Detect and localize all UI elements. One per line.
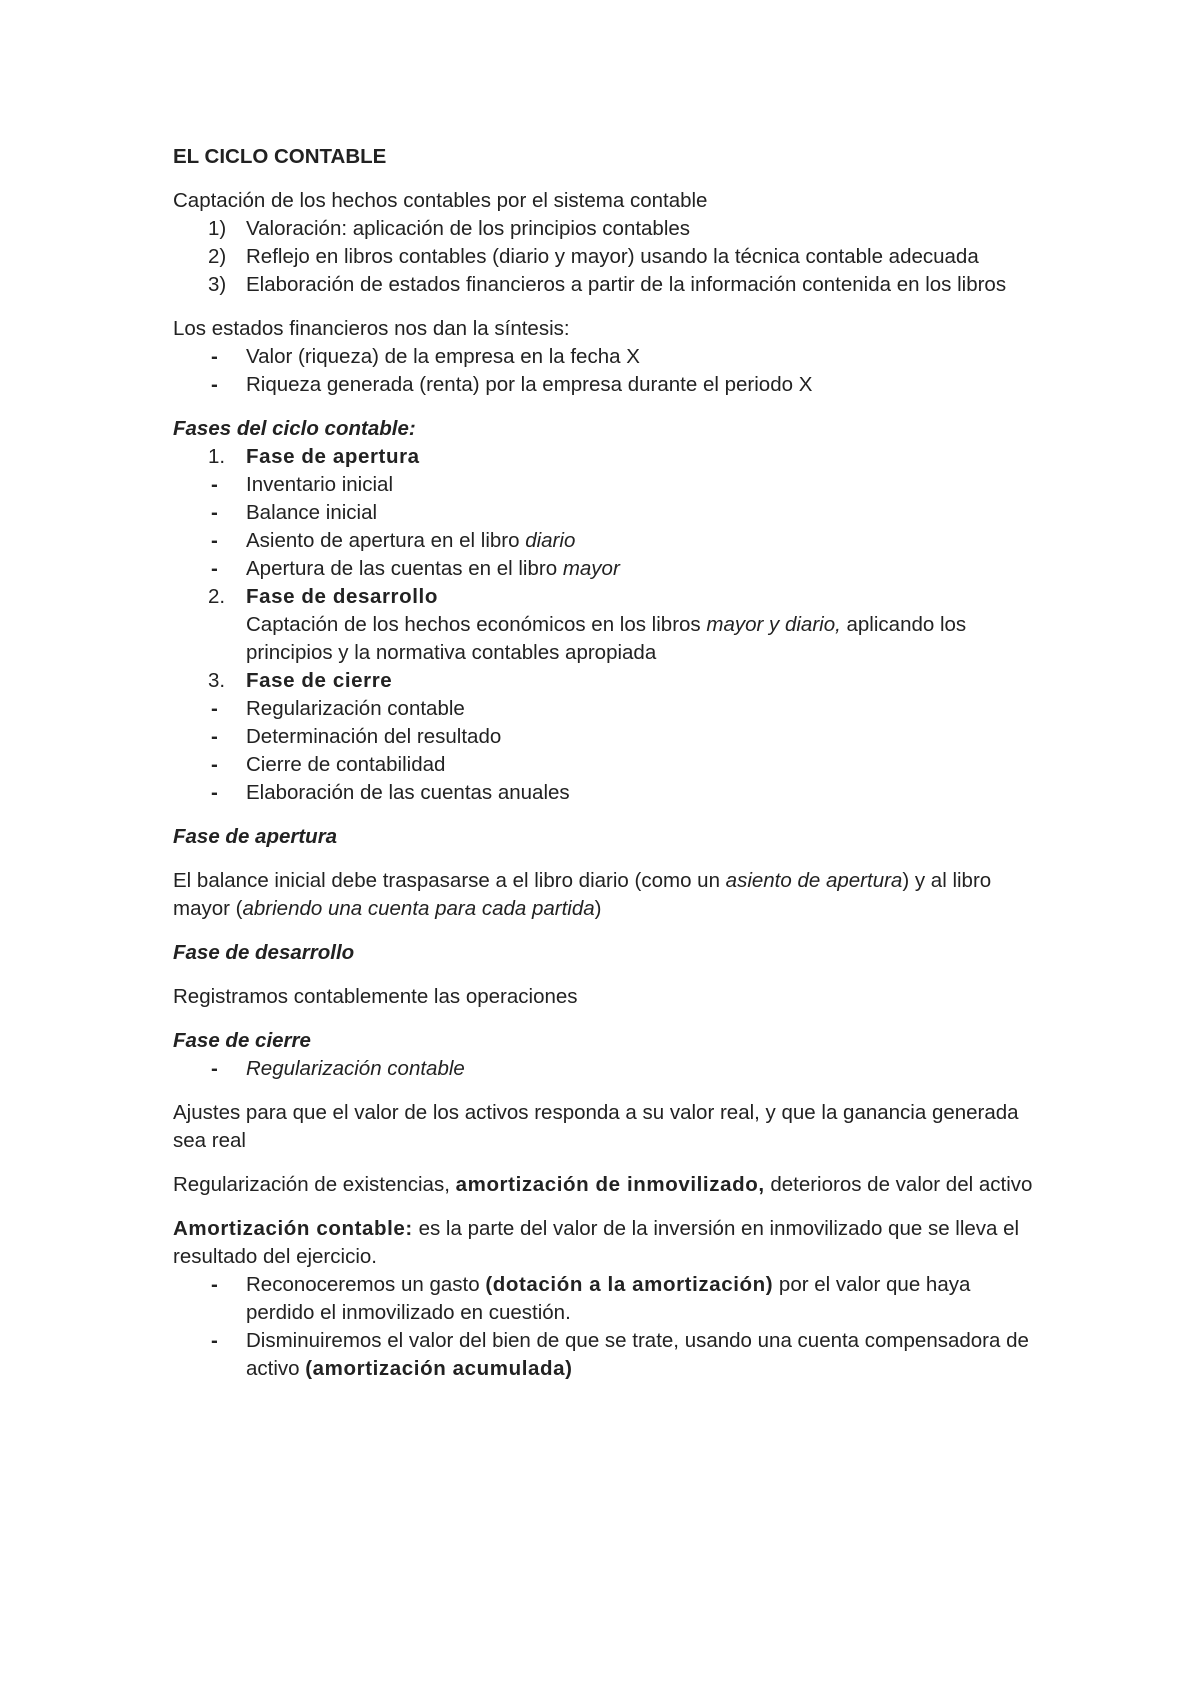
list-item: [173, 527, 1043, 555]
text-run: Reconoceremos un gasto: [246, 1273, 486, 1296]
list-number: 1): [208, 217, 227, 240]
list-item-text: Reflejo en libros contables (diario y mayor) usando la técnica contable adecuada: [246, 245, 979, 268]
phases-heading: Fases del ciclo contable:: [173, 417, 416, 440]
regularizacion-paragraph: [173, 1171, 1043, 1199]
dash-bullet: -: [211, 753, 218, 776]
list-number: 3.: [208, 669, 226, 692]
emphasis-text: mayor y diario,: [706, 613, 841, 636]
list-item-text: Regularización contable: [246, 1057, 465, 1080]
phase-item: [173, 667, 1043, 695]
list-item: [173, 723, 1043, 751]
list-item: [173, 499, 1043, 527]
list-number: 3): [208, 273, 227, 296]
emphasis-text: diario: [525, 529, 576, 552]
section-heading-cierre: Fase de cierre: [173, 1029, 311, 1052]
list-item: [173, 371, 1043, 399]
list-item: [173, 1055, 1043, 1083]
emphasis-text: mayor: [562, 557, 620, 580]
phases-list: [173, 443, 1043, 807]
synthesis-intro: Los estados financieros nos dan la síntesis:: [173, 317, 570, 340]
list-item: [173, 779, 1043, 807]
phase-title: Fase de apertura: [246, 445, 420, 468]
document-title: EL CICLO CONTABLE: [173, 145, 387, 168]
list-item-text: Valoración: aplicación de los principios contables: [246, 217, 691, 240]
ajustes-paragraph: Ajustes para que el valor de los activos responda a su valor real, y que la ganancia generada sea real: [173, 1101, 1019, 1152]
list-item: [173, 471, 1043, 499]
dash-bullet: -: [211, 697, 218, 720]
dash-bullet: -: [211, 501, 218, 524]
list-item-text: Valor (riqueza) de la empresa en la fecha X: [246, 345, 640, 368]
dash-bullet: -: [211, 1057, 218, 1080]
phase-title: Fase de desarrollo: [246, 585, 438, 608]
dash-bullet: -: [211, 557, 218, 580]
intro-text: Captación de los hechos contables por el sistema contable: [173, 189, 708, 212]
emphasis-text: abriendo una cuenta para cada partida: [242, 897, 595, 920]
list-item-text: Determinación del resultado: [246, 725, 502, 748]
bold-text: amortización de inmovilizado,: [455, 1173, 765, 1196]
document-page: [173, 143, 1043, 1383]
phase-description: Captación de los hechos económicos en los libros: [246, 613, 707, 636]
bold-text: (dotación a la amortización): [485, 1273, 774, 1296]
text-run: El balance inicial debe traspasarse a el libro diario (como un: [173, 869, 726, 892]
section-heading-desarrollo: Fase de desarrollo: [173, 941, 355, 964]
cierre-list: [173, 1055, 1043, 1083]
list-item: [173, 751, 1043, 779]
amortizacion-paragraph: [173, 1215, 1043, 1271]
list-item: [173, 343, 1043, 371]
phase-item: [173, 443, 1043, 471]
apertura-paragraph: [173, 867, 1043, 923]
text-run: Disminuiremos el valor del bien de que se trate, usando una cuenta compensadora de activo: [246, 1329, 1029, 1380]
list-item-text: Elaboración de las cuentas anuales: [246, 781, 570, 804]
synthesis-list: [173, 343, 1043, 399]
list-item-text: Cierre de contabilidad: [246, 753, 446, 776]
text-run: ): [594, 897, 602, 920]
list-item-text: Inventario inicial: [246, 473, 393, 496]
dash-bullet: -: [211, 529, 218, 552]
dash-bullet: -: [211, 473, 218, 496]
list-item-text: Apertura de las cuentas en el libro: [246, 557, 563, 580]
list-item: [173, 695, 1043, 723]
list-item-text: Elaboración de estados financieros a partir de la información contenida en los libros: [246, 273, 1007, 296]
dash-bullet: -: [211, 345, 218, 368]
dash-bullet: -: [211, 781, 218, 804]
phase-title: Fase de cierre: [246, 669, 393, 692]
list-item: [173, 1327, 1043, 1383]
text-run: por el valor que haya perdido el inmovilizado en cuestión.: [246, 1273, 971, 1324]
text-run: es la parte del valor de la inversión en inmovilizado que se lleva el resultado del ejercicio.: [173, 1217, 1020, 1268]
text-run: deterioros de valor del activo: [764, 1173, 1033, 1196]
list-item-text: Riqueza generada (renta) por la empresa durante el periodo X: [246, 373, 813, 396]
list-number: 1.: [208, 445, 226, 468]
amortizacion-list: [173, 1271, 1043, 1383]
bold-text: (amortización acumulada): [305, 1357, 573, 1380]
section-heading-apertura: Fase de apertura: [173, 825, 338, 848]
dash-bullet: -: [211, 1273, 218, 1296]
phase-item: [173, 583, 1043, 667]
desarrollo-paragraph: Registramos contablemente las operaciones: [173, 985, 578, 1008]
list-item: [173, 215, 1043, 243]
text-run: Regularización de existencias,: [173, 1173, 456, 1196]
list-item-text: Balance inicial: [246, 501, 378, 524]
list-number: 2): [208, 245, 227, 268]
list-item-text: Asiento de apertura en el libro: [246, 529, 526, 552]
phase-description-end: aplicando los principios y la normativa contables apropiada: [246, 613, 967, 664]
bold-text: Amortización contable:: [173, 1217, 413, 1240]
list-item: [173, 271, 1043, 299]
text-run: ) y al libro mayor (: [173, 869, 992, 920]
list-item: [173, 243, 1043, 271]
emphasis-text: asiento de apertura: [725, 869, 903, 892]
steps-list: [173, 215, 1043, 299]
list-item-text: Regularización contable: [246, 697, 465, 720]
dash-bullet: -: [211, 1329, 218, 1352]
list-item: [173, 555, 1043, 583]
dash-bullet: -: [211, 725, 218, 748]
dash-bullet: -: [211, 373, 218, 396]
list-item: [173, 1271, 1043, 1327]
list-number: 2.: [208, 585, 226, 608]
